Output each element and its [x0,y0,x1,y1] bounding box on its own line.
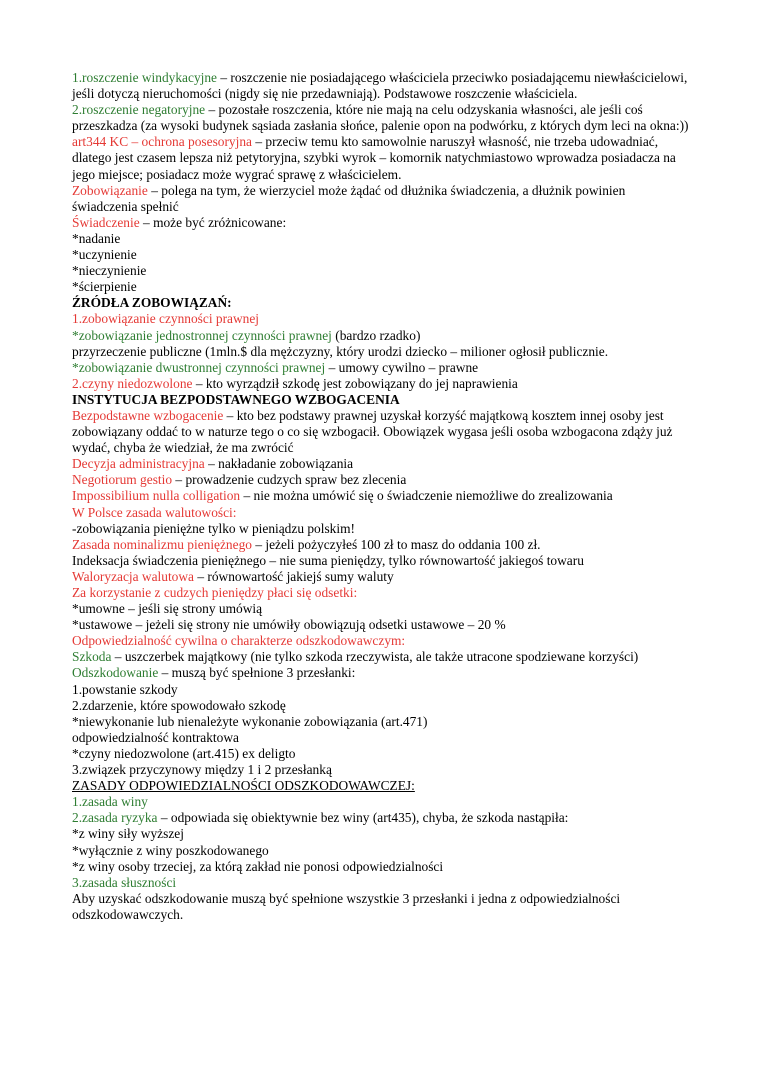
paragraph-text: *z winy osoby trzeciej, za którą zakład nie ponosi odpowiedzialności [72,858,444,874]
paragraph [72,263,692,279]
paragraph [72,617,692,633]
paragraph [72,875,692,891]
document-body [72,70,692,923]
paragraph [72,344,692,360]
paragraph [72,215,692,231]
paragraph-text: *uczynienie [72,247,137,263]
paragraph-text: *czyny niedozwolone (art.415) ex deligto [72,745,296,761]
paragraph-text: 1.powstanie szkody [72,681,178,697]
paragraph [72,794,692,810]
paragraph [72,553,692,569]
paragraph [72,585,692,601]
term-label: 1.zasada winy [72,794,148,810]
paragraph-text: – polega na tym, że wierzyciel może żądać od dłużnika świadczenia, a dłużnik powinien świadczenia spełnić [72,182,626,214]
term-label: Świadczenie [72,214,140,230]
paragraph [72,730,692,746]
paragraph [72,649,692,665]
paragraph [72,682,692,698]
paragraph [72,472,692,488]
paragraph [72,521,692,537]
paragraph-text: – umowy cywilno – prawne [325,359,479,375]
term-label: 2.czyny niedozwolone [72,375,193,391]
term-label: Impossibilium nulla colligation [72,488,241,504]
term-label: ŹRÓDŁA ZOBOWIĄZAŃ: [72,295,232,311]
paragraph-text: (bardzo rzadko) [331,327,421,343]
paragraph [72,778,692,794]
paragraph [72,360,692,376]
paragraph-text: *nadanie [72,230,121,246]
paragraph-text: -zobowiązania pieniężne tylko w pieniądzu polskim! [72,520,355,536]
paragraph-text: Aby uzyskać odszkodowanie muszą być spełnione wszystkie 3 przesłanki i jedna z odpowiedzialności odszkodowawczych. [72,890,621,922]
paragraph-text: Indeksacja świadczenia pieniężnego – nie suma pieniędzy, tylko równowartość jakiegoś towaru [72,552,584,568]
paragraph [72,328,692,344]
paragraph [72,633,692,649]
paragraph [72,843,692,859]
paragraph [72,183,692,215]
term-label: Negotiorum gestio [72,472,173,488]
paragraph-text: – uszczerbek majątkowy (nie tylko szkoda rzeczywista, ale także utracone spodziewane korzyści) [111,649,639,665]
term-label: ZASADY ODPOWIEDZIALNOŚCI ODSZKODOWAWCZEJ: [72,778,415,794]
paragraph-text: – muszą być spełnione 3 przesłanki: [158,665,356,681]
paragraph-text: – kto bez podstawy prawnej uzyskał korzyść majątkową kosztem innej osoby jest zobowiązany oddać to w naturze tego o co się wzbogacił. Obowiązek wygasa jeśli osoba wzbogacona zdąży już wydać, chyba że wiedział, że ma zwrócić [72,407,673,456]
paragraph-text: 2.zdarzenie, które spowodowało szkodę [72,697,286,713]
term-label: Odpowiedzialność cywilna o charakterze odszkodowawczym: [72,633,406,649]
paragraph [72,762,692,778]
term-label: Szkoda [72,649,112,665]
term-label: Decyzja administracyjna [72,456,205,472]
paragraph-text: – nakładanie zobowiązania [204,456,354,472]
paragraph-text: *wyłącznie z winy poszkodowanego [72,842,269,858]
paragraph [72,376,692,392]
paragraph [72,247,692,263]
paragraph [72,295,692,311]
paragraph [72,859,692,875]
paragraph [72,279,692,295]
paragraph-text: – pozostałe roszczenia, które nie mają na celu odzyskania własności, ale jeśli coś przeszkadza (za wysoki budynek sąsiada zasłania słońce, palenie opon na podwórku, z których dym leci na okna:)) [72,102,689,134]
term-label: Zobowiązanie [72,182,148,198]
paragraph [72,665,692,681]
paragraph [72,488,692,504]
paragraph-text: 3.związek przyczynowy między 1 i 2 przesłanką [72,762,332,778]
paragraph-text: *umowne – jeśli się strony umówią [72,601,263,617]
paragraph [72,456,692,472]
paragraph [72,392,692,408]
term-label: 1.roszczenie windykacyjne [72,70,218,85]
paragraph-text: – może być zróżnicowane: [139,214,287,230]
paragraph [72,505,692,521]
paragraph [72,810,692,826]
term-label: INSTYTUCJA BEZPODSTAWNEGO WZBOGACENIA [72,391,400,407]
term-label: 1.zobowiązanie czynności prawnej [72,311,260,327]
paragraph-text: – równowartość jakiejś sumy waluty [193,568,394,584]
paragraph [72,746,692,762]
paragraph [72,134,692,182]
paragraph-text: *ścierpienie [72,279,137,295]
paragraph-text: przyrzeczenie publiczne (1mln.$ dla mężczyzny, który urodzi dziecko – milioner ogłosił publicznie. [72,343,609,359]
paragraph-text: odpowiedzialność kontraktowa [72,729,239,745]
term-label: 2.zasada ryzyka [72,810,158,826]
term-label: W Polsce zasada walutowości: [72,504,237,520]
term-label: 2.roszczenie negatoryjne [72,102,206,118]
term-label: Bezpodstawne wzbogacenie [72,407,224,423]
term-label: 3.zasada słuszności [72,874,177,890]
paragraph-text: *z winy siły wyższej [72,826,184,842]
paragraph-text: – prowadzenie cudzych spraw bez zlecenia [172,472,407,488]
term-label: *zobowiązanie jednostronnej czynności prawnej [72,327,332,343]
paragraph [72,537,692,553]
paragraph-text: – nie można umówić się o świadczenie niemożliwe do zrealizowania [240,488,613,504]
term-label: Zasada nominalizmu pieniężnego [72,536,252,552]
term-label: Odszkodowanie [72,665,159,681]
term-label: art344 KC – ochrona posesoryjna [72,134,252,150]
paragraph-text: – kto wyrządził szkodę jest zobowiązany do jej naprawienia [192,375,518,391]
paragraph-text: – roszczenie nie posiadającego właściciela przeciwko posiadającemu niewłaścicielowi, jeśli dotyczą nieruchomości (nigdy się nie przedawniają). Podstawowe roszczenie właściciela. [72,70,688,102]
paragraph [72,698,692,714]
paragraph [72,102,692,134]
paragraph [72,601,692,617]
term-label: *zobowiązanie dwustronnej czynności prawnej [72,359,326,375]
paragraph [72,569,692,585]
term-label: Za korzystanie z cudzych pieniędzy płaci się odsetki: [72,585,358,600]
paragraph [72,311,692,327]
paragraph-text: *ustawowe – jeżeli się strony nie umówiły obowiązują odsetki ustawowe – 20 % [72,617,506,633]
paragraph [72,70,692,102]
paragraph [72,891,692,923]
paragraph-text: – jeżeli pożyczyłeś 100 zł to masz do oddania 100 zł. [251,536,541,552]
paragraph [72,231,692,247]
paragraph [72,714,692,730]
paragraph-text: *niewykonanie lub nienależyte wykonanie zobowiązania (art.471) [72,713,428,729]
paragraph-text: – przeciw temu kto samowolnie naruszył własność, nie trzeba udowadniać, dlatego jest czasem lepsza niż petytoryjna, szybki wyrok – komornik natychmiastowo wprowadza posiadacza na jego miejsce; posiadacz może wygrać sprawę z właścicielem. [72,134,676,182]
paragraph [72,826,692,842]
term-label: Waloryzacja walutowa [72,568,194,584]
paragraph-text: – odpowiada się obiektywnie bez winy (art435), chyba, że szkoda nastąpiła: [157,810,569,826]
paragraph [72,408,692,456]
paragraph-text: *nieczynienie [72,263,147,279]
